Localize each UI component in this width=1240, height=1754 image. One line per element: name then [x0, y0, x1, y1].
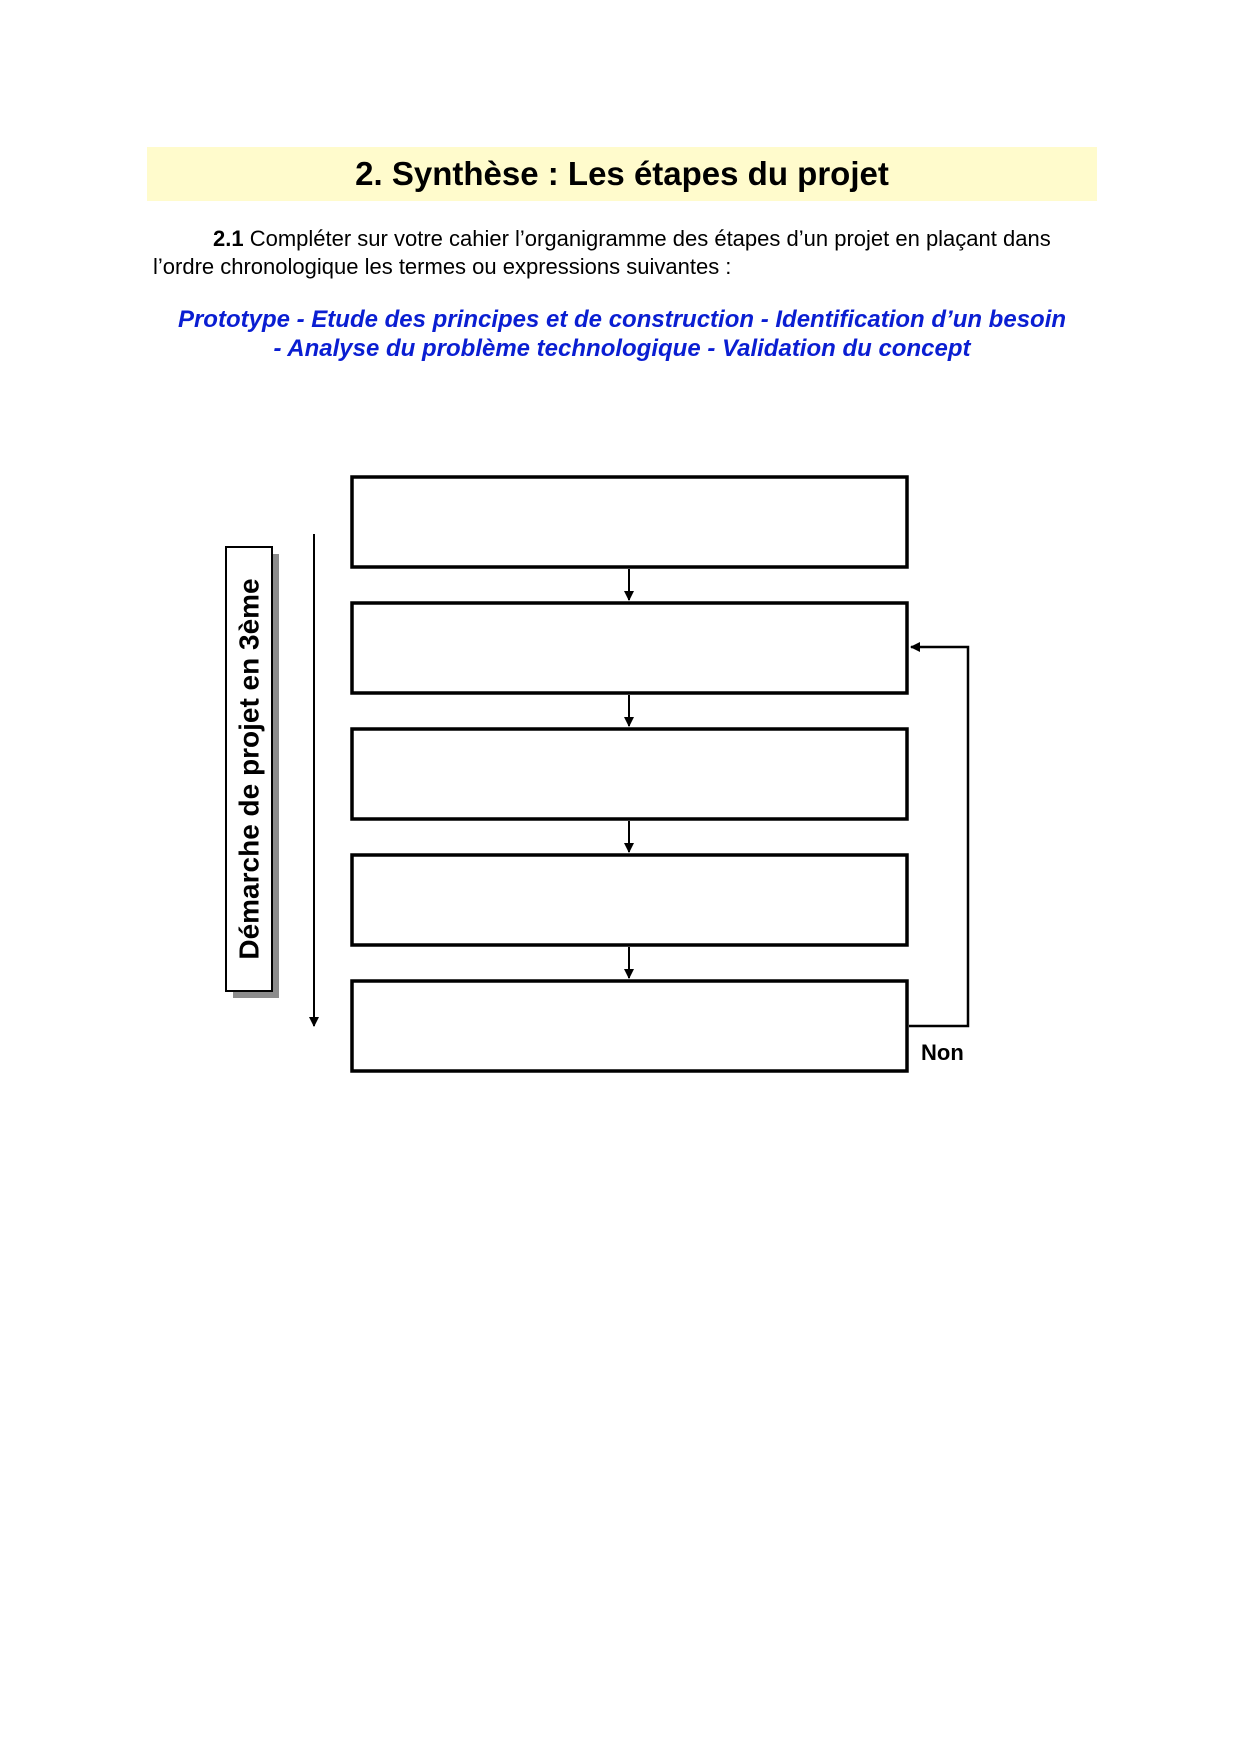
instruction-line-1-text: Compléter sur votre cahier l’organigramme des étapes d’un projet en plaçant dans — [243, 226, 1051, 251]
feedback-loop-arrow — [909, 647, 968, 1026]
instruction-number: 2.1 — [213, 226, 244, 251]
step-box-1[interactable] — [352, 477, 907, 567]
side-label-text: Démarche de projet en 3ème — [233, 578, 265, 960]
step-box-5[interactable] — [352, 981, 907, 1071]
step-box-4[interactable] — [352, 855, 907, 945]
step-box-2[interactable] — [352, 603, 907, 693]
terms-line-1: Prototype - Etude des principes et de construction - Identification d’un besoin — [177, 306, 1067, 333]
page-title: 2. Synthèse : Les étapes du projet — [355, 155, 889, 192]
step-box-3[interactable] — [352, 729, 907, 819]
feedback-label: Non — [921, 1040, 964, 1065]
instruction-line-2: l’ordre chronologique les termes ou expressions suivantes : — [153, 254, 732, 279]
terms-line-2: - Analyse du problème technologique - Validation du concept — [273, 335, 971, 362]
